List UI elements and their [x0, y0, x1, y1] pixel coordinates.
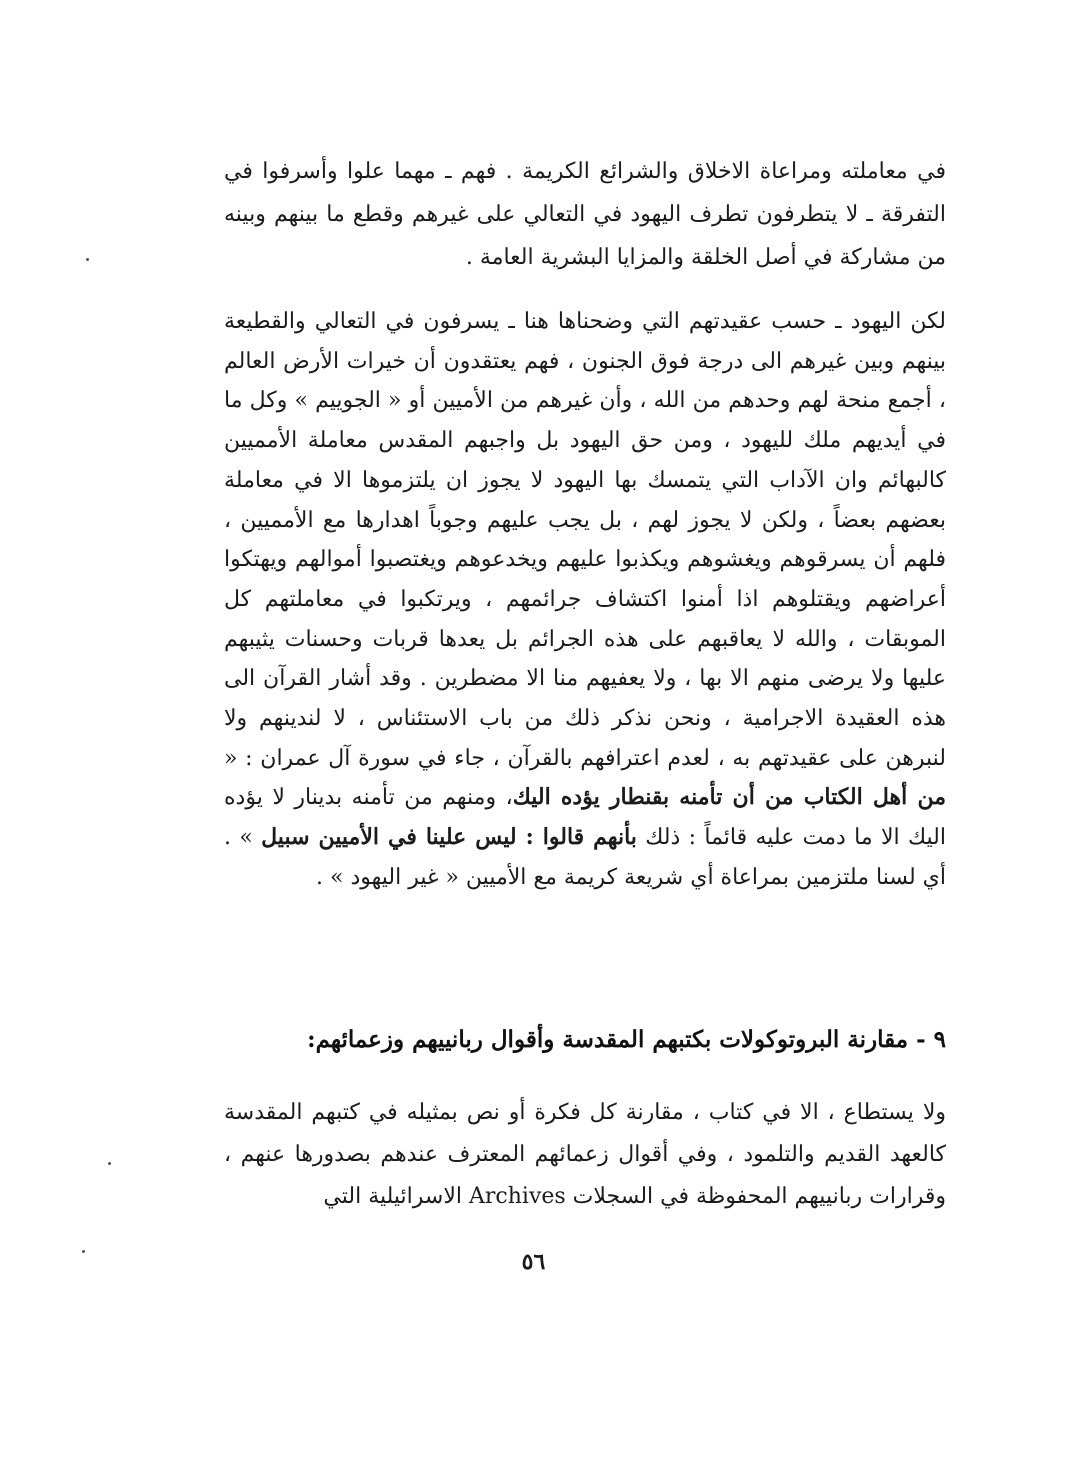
paragraph-3: ولا يستطاع ، الا في كتاب ، مقارنة كل فكرة أو نص بمثيله في كتبهم المقدسة كالعهد القديم والتلمود ، وفي أقوال زعمائهم المعترف عندهم بصدورها عنهم ، وقرارات ربانييهم المحفوظة في السجلات Archives الاسرائيلية التي [224, 1100, 946, 1209]
scan-speck [86, 258, 89, 261]
section-heading: ٩ - مقارنة البروتوكولات بكتبهم المقدسة وأقوال ربانييهم وزعمائهم: [307, 1026, 946, 1053]
paragraph-2-text-b: ، ومنهم من تأمنه بدينار لا يؤده اليك الا ما دمت عليه قائماً : ذلك [224, 785, 947, 851]
scan-speck [108, 1162, 111, 1165]
scan-speck [82, 1250, 85, 1253]
paragraph-2 [224, 302, 946, 898]
page-number: ٥٦ [521, 1249, 546, 1275]
paragraph-1: في معاملته ومراعاة الاخلاق والشرائع الكريمة . فهم ـ مهما علوا وأسرفوا في التفرقة ـ لا يتطرفون تطرف اليهود في التعالي على غيرهم وقطع ما بينهم وبينه من مشاركة في أصل الخلقة والمزايا البشرية العامة . [224, 159, 946, 270]
quran-quote-1: من أهل الكتاب من أن تأمنه بقنطار يؤده اليك [512, 784, 946, 811]
quran-quote-2: بأنهم قالوا : ليس علينا في الأميين سبيل [261, 824, 637, 851]
paragraph-2-text-a: لكن اليهود ـ حسب عقيدتهم التي وضحناها هنا ـ يسرفون في التعالي والقطيعة بينهم وبين غيرهم الى درجة فوق الجنون ، فهم يعتقدون أن خيرات الأرض العالم ، أجمع منحة لهم وحدهم من الله ، وأن غيرهم من الأميين أو « الجوييم » وكل ما في أيديهم ملك لليهود ، ومن حق اليهود بل واجبهم المقدس معاملة الأمميين كالبهائم وان الآداب التي يتمسك بها اليهود لا يجوز ان يلتزموها الا في معاملة بعضهم بعضاً ، ولكن لا يجوز لهم ، بل يجب عليهم وجوباً اهدارها مع الأمميين ، فلهم أن يسرقوهم ويغشوهم ويكذبوا عليهم ويخدعوهم ويغتصبوا أموالهم ويهتكوا أعراضهم ويقتلوهم اذا أمنوا اكتشاف جرائمهم ، ويرتكبوا في معاملتهم كل الموبقات ، والله لا يعاقبهم على هذه الجرائم بل يعدها قربات وحسنات يثيبهم عليها ولا يرضى منهم الا بها ، ولا يعفيهم منا الا مضطرين . وقد أشار القرآن الى هذه العقيدة الاجرامية ، ونحن نذكر ذلك من باب الاستئناس ، لا لندينهم ولا لنبرهن على عقيدتهم به ، لعدم اعترافهم بالقرآن ، جاء في سورة آل عمران : « [224, 309, 946, 771]
paragraph-2-text-c: » . أي لسنا ملتزمين بمراعاة أي شريعة كريمة مع الأميين « غير اليهود » . [224, 825, 946, 890]
